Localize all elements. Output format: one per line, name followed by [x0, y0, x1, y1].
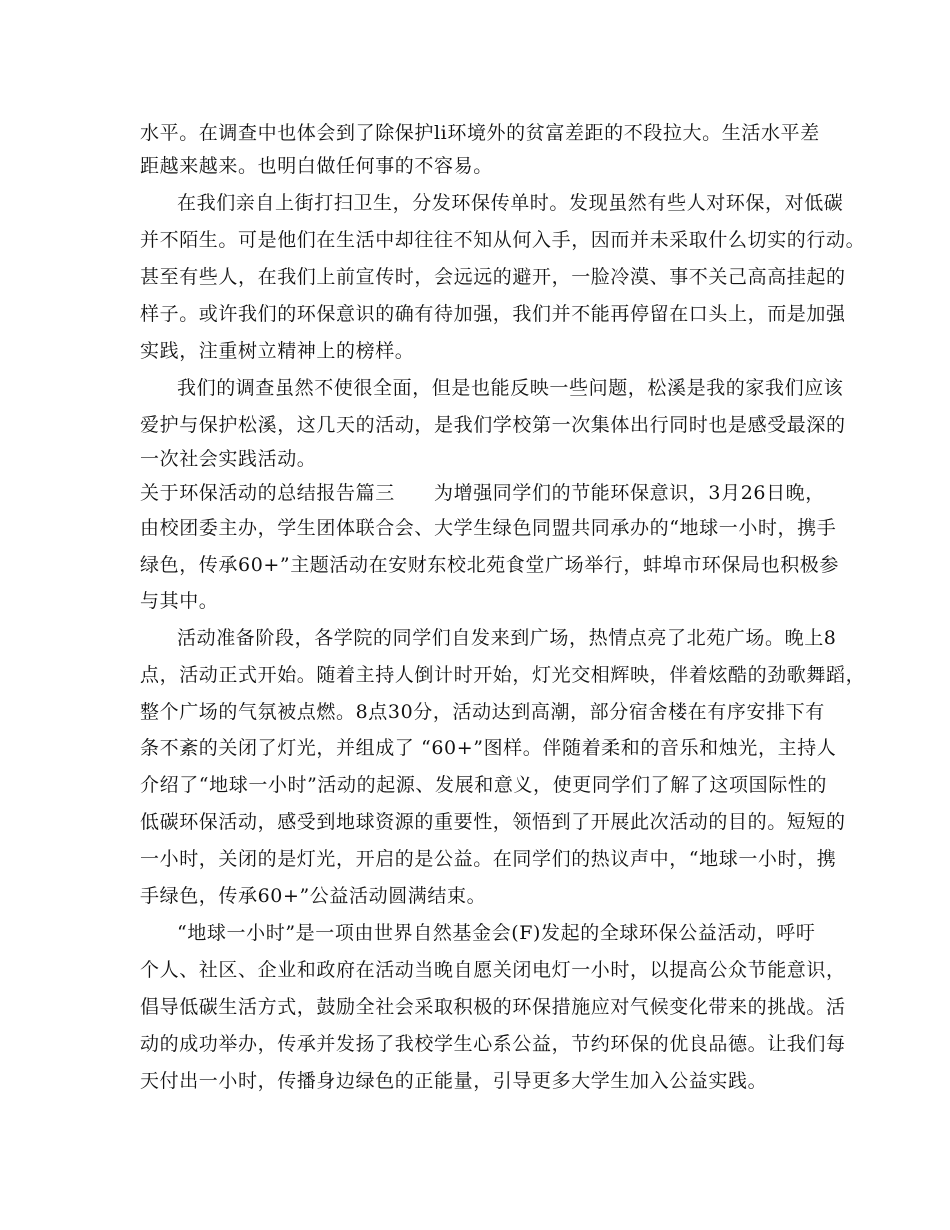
text-line: 我们的调查虽然不使很全面，但是也能反映一些问题，松溪是我的家我们应该: [177, 377, 844, 399]
text-line: 一小时，关闭的是灯光，开启的是公益。在同学们的热议声中，“地球一小时，携: [140, 848, 837, 870]
text-line: 并不陌生。可是他们在生活中却往往不知从何入手，因而并未采取什么切实的行动。: [140, 229, 866, 251]
text-line: 整个广场的气氛被点燃。8点30分，活动达到高潮，部分宿舍楼在有序安排下有: [140, 701, 825, 723]
text-line: 样子。或许我们的环保意识的确有待加强，我们并不能再停留在口头上，而是加强: [140, 303, 846, 325]
text-line: 活动准备阶段，各学院的同学们自发来到广场，热情点亮了北苑广场。晚上8: [177, 627, 837, 649]
text-line: 手绿色，传承60+”公益活动圆满结束。: [140, 885, 487, 907]
text-line: 爱护与保护松溪，这几天的活动，是我们学校第一次集体出行同时也是感受最深的: [140, 414, 846, 436]
text-line: 动的成功举办，传承并发扬了我校学生心系公益，节约环保的优良品德。让我们每: [140, 1033, 846, 1055]
text-line: 水平。在调查中也体会到了除保护li环境外的贫富差距的不段拉大。生活水平差: [140, 122, 820, 144]
text-line: 甚至有些人，在我们上前宣传时，会远远的避开，一脸冷漠、事不关己高高挂起的: [140, 266, 846, 288]
text-line: 在我们亲自上街打扫卫生，分发环保传单时。发现虽然有些人对环保，对低碳: [177, 192, 844, 214]
text-line: 倡导低碳生活方式，鼓励全社会采取积极的环保措施应对气候变化带来的挑战。活: [140, 996, 846, 1018]
text-line: 条不紊的关闭了灯光，并组成了 “60+”图样。伴随着柔和的音乐和烛光，主持人: [140, 737, 837, 759]
text-line: 一次社会实践活动。: [140, 448, 317, 470]
text-line: 实践，注重树立精神上的榜样。: [140, 340, 415, 362]
text-line: 由校团委主办，学生团体联合会、大学生绿色同盟共同承办的“地球一小时，携手: [140, 517, 837, 539]
text-line: 点，活动正式开始。随着主持人倒计时开始，灯光交相辉映，伴着炫酷的劲歌舞蹈，: [140, 664, 866, 686]
text-line: 与其中。: [140, 590, 219, 612]
text-line: 介绍了“地球一小时”活动的起源、发展和意义，使更同学们了解了这项国际性的: [140, 774, 828, 796]
text-line: 距越来越来。也明白做任何事的不容易。: [140, 155, 493, 177]
text-line: 天付出一小时，传播身边绿色的正能量，引导更多大学生加入公益实践。: [140, 1070, 768, 1092]
text-line: “地球一小时”是一项由世界自然基金会(F)发起的全球环保公益活动，呼吁: [177, 922, 816, 944]
text-line: 绿色，传承60+”主题活动在安财东校北苑食堂广场举行，蚌埠市环保局也积极参: [140, 554, 840, 576]
text-line: 低碳环保活动，感受到地球资源的重要性，领悟到了开展此次活动的目的。短短的: [140, 811, 846, 833]
text-line: 个人、社区、企业和政府在活动当晚自愿关闭电灯一小时，以提高公众节能意识，: [140, 959, 846, 981]
section-heading-line: 关于环保活动的总结报告篇三 为增强同学们的节能环保意识，3月26日晚，: [140, 482, 825, 504]
